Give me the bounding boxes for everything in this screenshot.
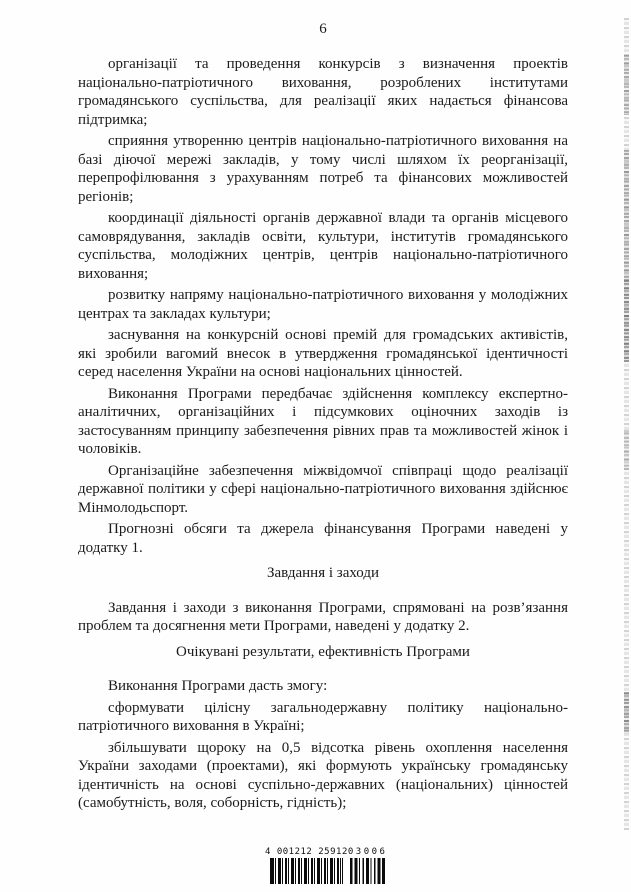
paragraph-tasks: Завдання і заходи з виконання Програми, спрямовані на розв’язання проблем та досягнення мети Програми, наведені у додатку 2. <box>78 599 568 634</box>
scan-artifact-segment <box>624 55 629 115</box>
section-heading-tasks: Завдання і заходи <box>266 565 380 581</box>
paragraph-coordination: координації діяльності органів державної влади та органів місцевого самоврядування, закладів освіти, культури, інститутів громадянського суспільства, молодіжних центрів, центрів національно-патріотичного виховання; <box>78 210 568 282</box>
paragraph-development: розвитку напряму національно-патріотичного виховання у молодіжних центрах та закладах культури; <box>78 287 568 322</box>
barcode-main-number: 4 001212 25912 <box>265 847 348 857</box>
scan-artifact-segment <box>624 692 629 734</box>
barcode-addon-number: 03006 <box>347 847 388 857</box>
page-number: 6 <box>319 21 327 37</box>
paragraph-awards: заснування на конкурсній основі премій для громадських активістів, які зробили вагомий внесок в утвердження громадянської ідентичності серед населення України на основі національних цінностей. <box>78 327 568 380</box>
paragraph-contests: організації та проведення конкурсів з визначення проектів національно-патріотичного виховання, розроблених інститутами громадянського суспільства, для реалізації яких надається фінансова підтримка; <box>78 56 568 128</box>
paragraph-org-support: Організаційне забезпечення міжвідомчої співпраці щодо реалізації державної політики у сфері національно-патріотичного виховання здійснює Мінмолодьспорт. <box>78 462 568 516</box>
barcode <box>265 847 388 884</box>
barcode-bars-addon <box>350 858 385 884</box>
paragraph-implementation: Виконання Програми передбачає здійснення комплексу експертно-аналітичних, організаційних і підсумкових оціночних заходів із застосуванням принципу забезпечення рівних прав та можливостей жінок і чоловіків. <box>78 385 568 457</box>
scan-artifact-segment <box>624 430 629 470</box>
paragraph-policy-goal: сформувати цілісну загальнодержавну політику національно-патріотичного виховання в Україні; <box>78 699 568 734</box>
document-body <box>78 55 568 816</box>
paragraph-centers: сприяння утворенню центрів національно-патріотичного виховання на базі діючої мережі закладів, у тому числі шляхом їх реорганізації, перепрофілювання з урахуванням потреб та фінансових можливостей регіонів; <box>78 133 568 205</box>
barcode-numbers <box>265 847 388 857</box>
scan-artifact-segment <box>624 280 629 362</box>
paragraph-coverage-goal: збільшувати щороку на 0,5 відсотка рівень охоплення населення України заходами (проектами), які формують українську громадянську ідентичність на основі суспільно-державних (національних) цінностей (самобутність, воля, соборність, гідність); <box>78 739 568 811</box>
barcode-bars <box>270 858 385 884</box>
scan-artifact-segment <box>624 150 629 280</box>
scan-artifact-streak <box>624 18 629 830</box>
section-heading-results: Очікувані результати, ефективність Програми <box>176 643 470 660</box>
paragraph-financing: Прогнозні обсяги та джерела фінансування Програми наведені у додатку 1. <box>78 521 568 556</box>
barcode-bars-main <box>270 858 343 884</box>
paragraph-results-intro: Виконання Програми дасть змогу: <box>108 678 328 694</box>
